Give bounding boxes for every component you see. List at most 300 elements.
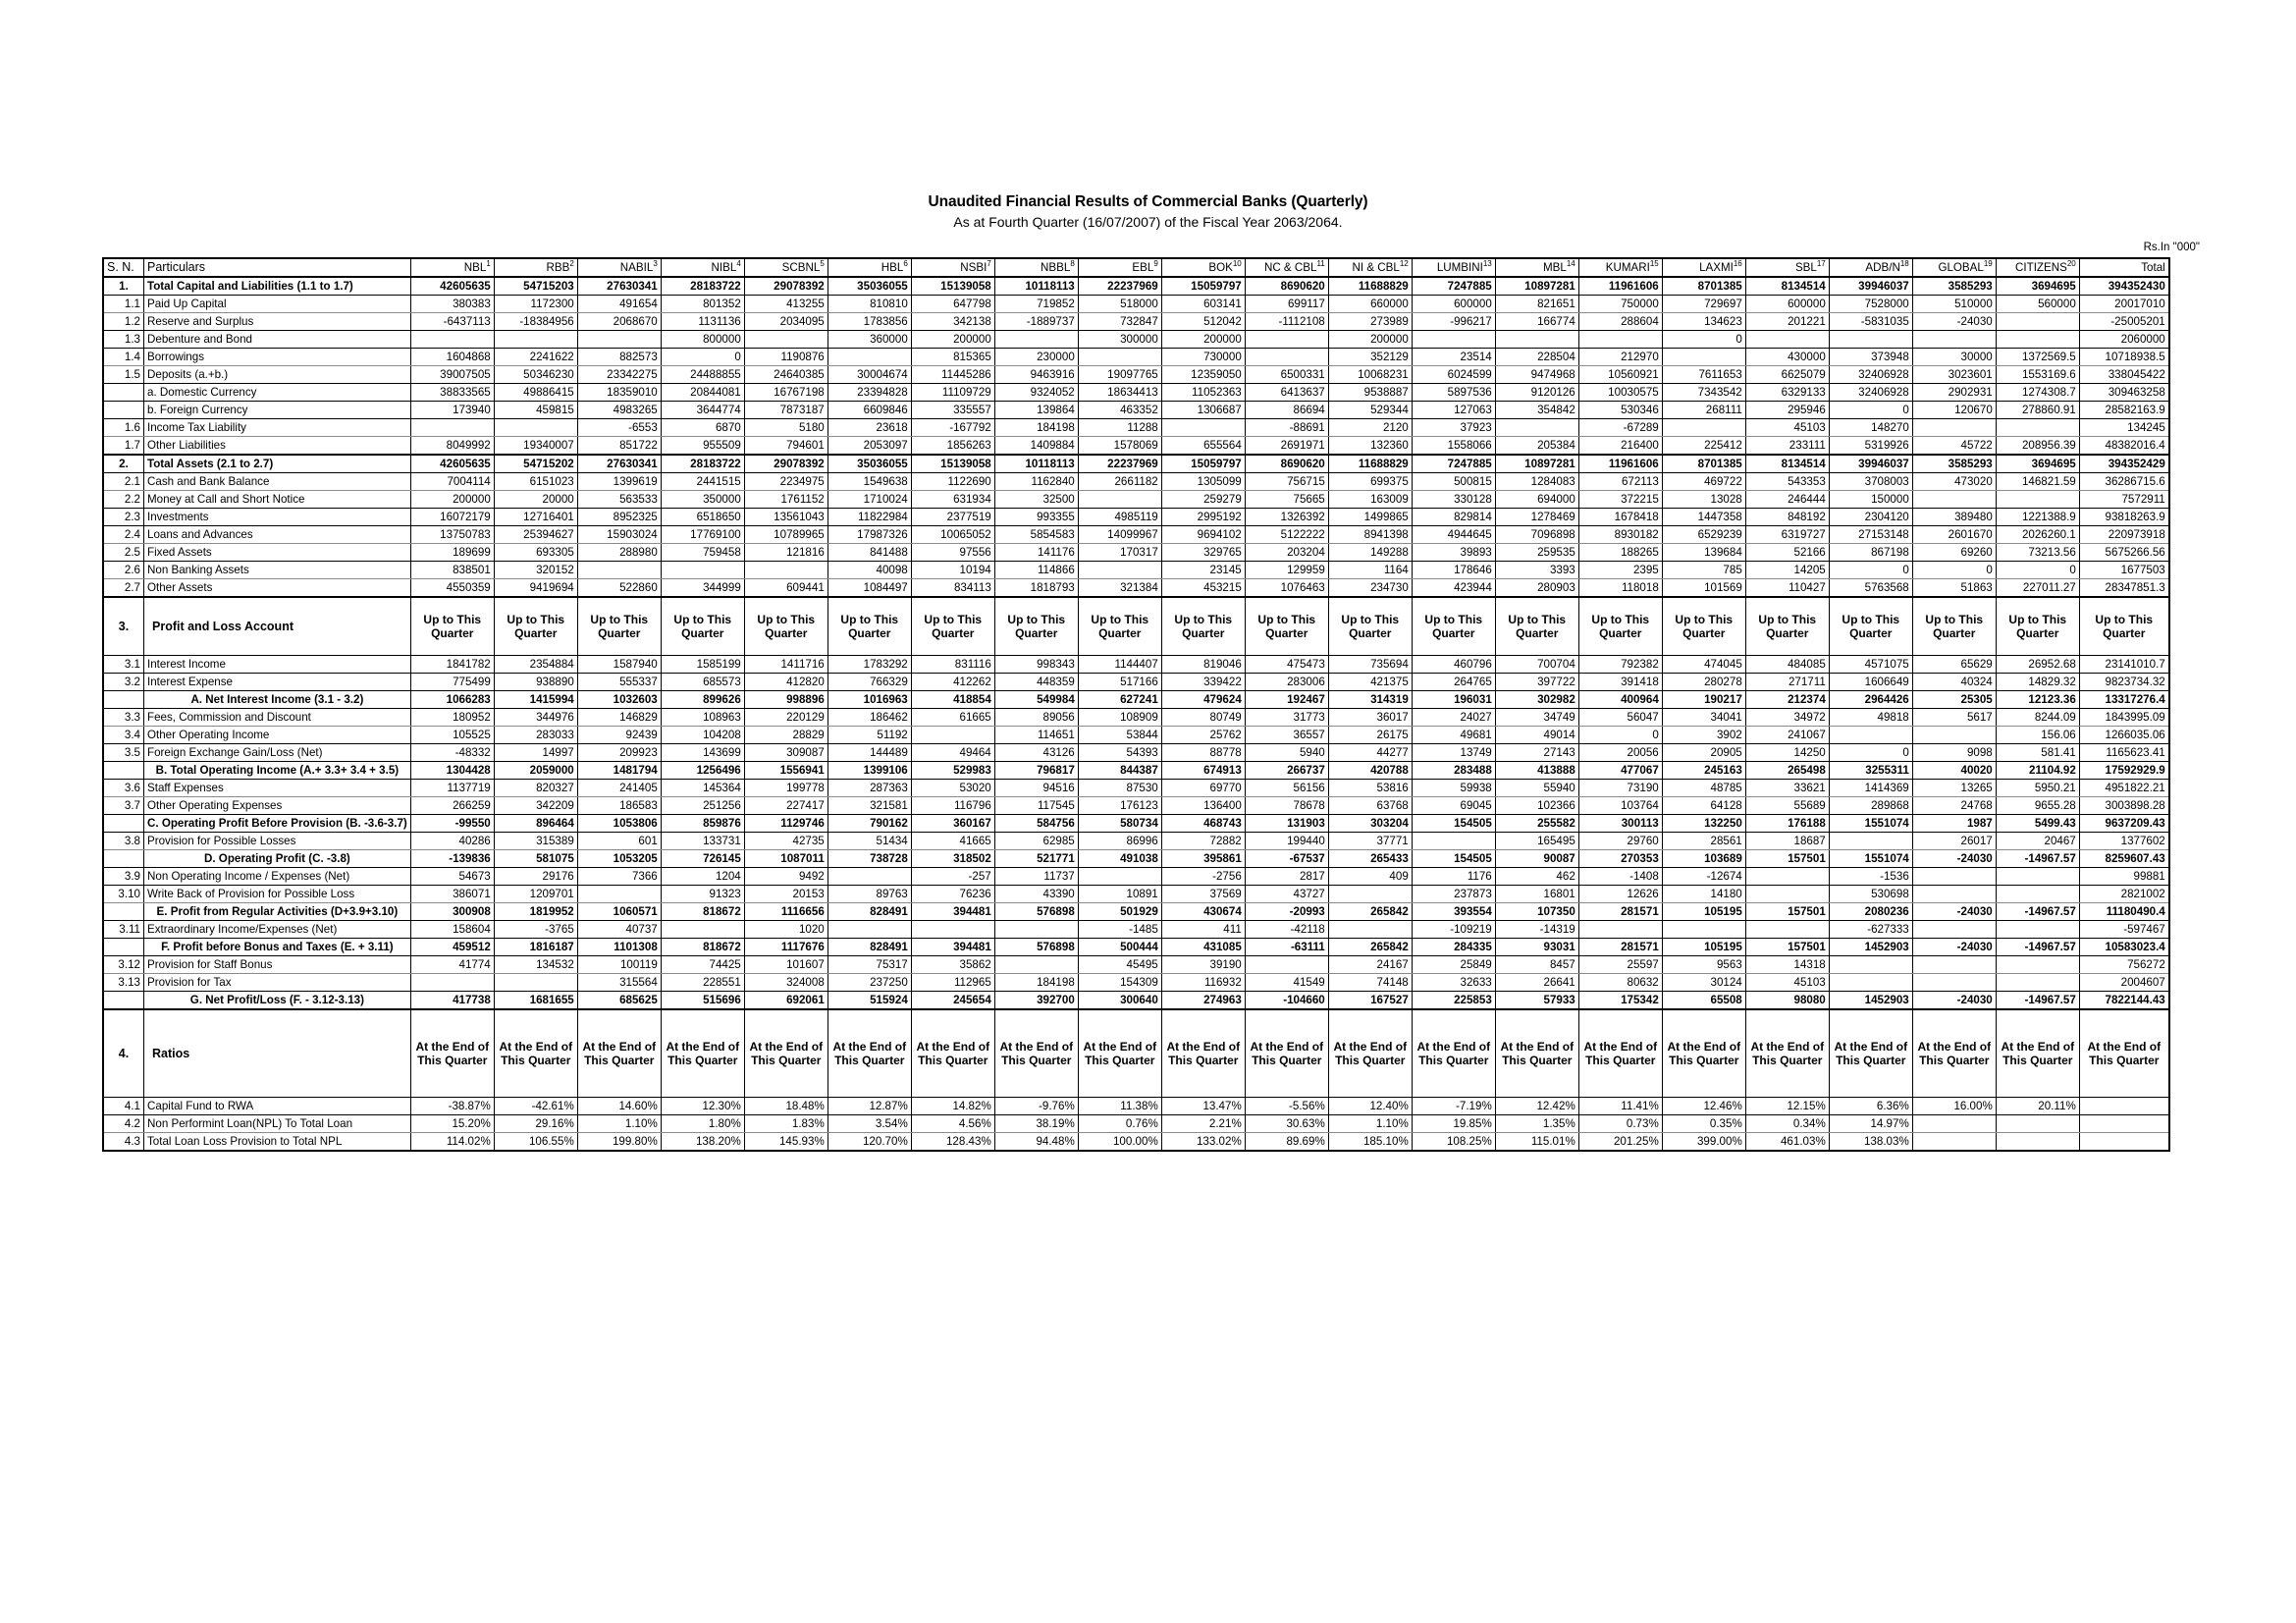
cell-value: 1678418 [1578,509,1662,526]
cell-value: 555337 [577,674,661,691]
bank-name: BOK [1208,261,1233,274]
cell-value: -627333 [1829,921,1912,939]
cell-value: -14967.57 [1996,992,2079,1010]
cell-value: 134532 [494,956,577,974]
cell-value: 23342275 [577,366,661,384]
cell-value: 8701385 [1662,455,1745,473]
cell-value: 14.97% [1829,1115,1912,1133]
cell-value: 227417 [744,797,828,815]
cell-value: 42605635 [410,455,494,473]
cell-value: 391418 [1578,674,1662,691]
cell-value: 543353 [1745,473,1829,491]
cell-value: 6870 [661,419,744,437]
cell-value: 896464 [494,815,577,833]
section-period-label: Up to This Quarter [1912,597,1996,656]
cell-value: -67289 [1578,419,1662,437]
cell-value: 473020 [1912,473,1996,491]
bank-name: LUMBINI [1436,261,1483,274]
cell-value [1745,886,1829,903]
cell-value: 9823734.32 [2079,674,2169,691]
header-bank-lumbini [1412,258,1495,277]
cell-value: 303204 [1328,815,1412,833]
section-label: Profit and Loss Account [144,597,411,656]
cell-value: 8457 [1495,956,1578,974]
cell-value: 1761152 [744,491,828,509]
table-row [103,509,2169,526]
cell-value: 6413637 [1245,384,1328,402]
cell-value: 373948 [1829,349,1912,366]
cell-value: 199440 [1245,833,1328,850]
cell-value: 25394627 [494,526,577,544]
cell-value: 320152 [494,562,577,579]
cell-value: 32500 [994,491,1078,509]
cell-value: 19.85% [1412,1115,1495,1133]
cell-value: 1856263 [911,437,994,456]
cell-value: 1409884 [994,437,1078,456]
cell-value: 288604 [1578,313,1662,331]
cell-value: -67537 [1245,850,1328,868]
bank-footnote-marker: 19 [1983,259,1993,269]
cell-value: 15139058 [911,277,994,296]
cell-value: 39893 [1412,544,1495,562]
cell-value: 1066283 [410,691,494,709]
cell-value: 265433 [1328,850,1412,868]
cell-value: 201.25% [1578,1133,1662,1152]
cell-value: 120.70% [828,1133,911,1152]
cell-value: 655564 [1161,437,1245,456]
cell-value: 1587940 [577,656,661,674]
cell-value [744,562,828,579]
cell-value: 828491 [828,903,911,921]
bank-footnote-marker: 2 [569,259,574,269]
cell-value: 6500331 [1245,366,1328,384]
section-period-label: At the End of This Quarter [1578,1009,1662,1098]
cell-value [1912,868,1996,886]
table-row [103,1133,2169,1152]
cell-value: 1.35% [1495,1115,1578,1133]
cell-value: 460796 [1412,656,1495,674]
cell-value: 397722 [1495,674,1578,691]
cell-value: 157501 [1745,939,1829,956]
row-label-non-performint-loan-npl-to-total-loan: Non Performint Loan(NPL) To Total Loan [144,1115,411,1133]
bank-footnote-marker: 5 [820,259,825,269]
row-sn: 4.2 [103,1115,144,1133]
cell-value [1161,419,1245,437]
cell-value: 1606649 [1829,674,1912,691]
row-sn [103,850,144,868]
bank-footnote-marker: 9 [1153,259,1158,269]
cell-value: 196031 [1412,691,1495,709]
row-label-g-net-profit-loss-f-3-12-3-13: G. Net Profit/Loss (F. - 3.12-3.13) [144,992,411,1010]
cell-value: 469722 [1662,473,1745,491]
cell-value: 756715 [1245,473,1328,491]
cell-value: 78678 [1245,797,1328,815]
cell-value: 20844081 [661,384,744,402]
cell-value: 7366 [577,868,661,886]
cell-value: 2034095 [744,313,828,331]
cell-value: 729697 [1662,296,1745,313]
cell-value: 10194 [911,562,994,579]
cell-value: 220973918 [2079,526,2169,544]
cell-value: 228551 [661,974,744,992]
cell-value: 7096898 [1495,526,1578,544]
cell-value: 1032603 [577,691,661,709]
cell-value: 192467 [1245,691,1328,709]
cell-value: 93031 [1495,939,1578,956]
cell-value: 25597 [1578,956,1662,974]
cell-value: 72882 [1161,833,1245,850]
row-label-total-assets-2-1-to-2-7: Total Assets (2.1 to 2.7) [144,455,411,473]
page-title: Unaudited Financial Results of Commercial Banks (Quarterly) [928,193,1368,210]
cell-value: 150000 [1829,491,1912,509]
cell-value: 16801 [1495,886,1578,903]
cell-value: 1129746 [744,815,828,833]
cell-value: 283006 [1245,674,1328,691]
table-row [103,974,2169,992]
cell-value: 246444 [1745,491,1829,509]
cell-value [1829,974,1912,992]
table-row [103,850,2169,868]
row-label-reserve-and-surplus: Reserve and Surplus [144,313,411,331]
cell-value: -6553 [577,419,661,437]
cell-value: 134623 [1662,313,1745,331]
bank-name: GLOBAL [1938,261,1984,274]
cell-value: 200000 [911,331,994,349]
cell-value: 90087 [1495,850,1578,868]
cell-value: -63111 [1245,939,1328,956]
cell-value [1912,331,1996,349]
cell-value: 792382 [1578,656,1662,674]
row-label-a-domestic-currency: a. Domestic Currency [144,384,411,402]
cell-value: 393554 [1412,903,1495,921]
cell-value: 315564 [577,974,661,992]
cell-value: 36557 [1245,727,1328,744]
cell-value [911,921,994,939]
cell-value: -14319 [1495,921,1578,939]
table-row [103,656,2169,674]
cell-value: 8690620 [1245,277,1328,296]
cell-value: -6437113 [410,313,494,331]
row-label-b-total-operating-income-a-3-3-3-4-3-5: B. Total Operating Income (A.+ 3.3+ 3.4 + 3.5) [144,762,411,780]
cell-value: 157501 [1745,903,1829,921]
cell-value: 12123.36 [1996,691,2079,709]
cell-value: 132360 [1328,437,1412,456]
cell-value: 584756 [994,815,1078,833]
cell-value: 17592929.9 [2079,762,2169,780]
cell-value: 39007505 [410,366,494,384]
cell-value: 237873 [1412,886,1495,903]
table-row [103,744,2169,762]
row-sn: 2.4 [103,526,144,544]
cell-value: 1137719 [410,780,494,797]
cell-value: -5.56% [1245,1098,1328,1115]
cell-value: 28183722 [661,277,744,296]
row-label-fixed-assets: Fixed Assets [144,544,411,562]
cell-value: 412820 [744,674,828,691]
cell-value: 1551074 [1829,850,1912,868]
cell-value: 11688829 [1328,277,1412,296]
cell-value [1996,491,2079,509]
cell-value [1495,331,1578,349]
row-label-debenture-and-bond: Debenture and Bond [144,331,411,349]
cell-value: 834113 [911,579,994,598]
cell-value: 7247885 [1412,455,1495,473]
cell-value: -104660 [1245,992,1328,1010]
financial-results-table [102,257,2170,1152]
section-period-label: Up to This Quarter [994,597,1078,656]
cell-value: 15903024 [577,526,661,544]
table-row [103,762,2169,780]
cell-value: 5675266.56 [2079,544,2169,562]
cell-value: 685573 [661,674,744,691]
cell-value [410,974,494,992]
cell-value: -1889737 [994,313,1078,331]
cell-value: 1060571 [577,903,661,921]
header-particulars: Particulars [144,258,411,277]
cell-value: 199778 [744,780,828,797]
row-sn: 1.4 [103,349,144,366]
cell-value: 40737 [577,921,661,939]
cell-value: 1256496 [661,762,744,780]
cell-value: 5897536 [1412,384,1495,402]
cell-value: 5940 [1245,744,1328,762]
cell-value: 462 [1495,868,1578,886]
cell-value: 998343 [994,656,1078,674]
cell-value: 40020 [1912,762,1996,780]
cell-value: 65508 [1662,992,1745,1010]
cell-value: 660000 [1328,296,1412,313]
section-period-label: At the End of This Quarter [1328,1009,1412,1098]
cell-value [1662,349,1745,366]
cell-value [1328,921,1412,939]
cell-value: 821651 [1495,296,1578,313]
cell-value: 15139058 [911,455,994,473]
bank-name: MBL [1543,261,1567,274]
cell-value: 1278469 [1495,509,1578,526]
cell-value: 7247885 [1412,277,1495,296]
bank-name: NABIL [619,261,654,274]
cell-value: 39190 [1161,956,1245,974]
cell-value: 463352 [1078,402,1161,419]
section-period-label: Up to This Quarter [744,597,828,656]
cell-value: 37771 [1328,833,1412,850]
cell-value: 14250 [1745,744,1829,762]
cell-value: 69260 [1912,544,1996,562]
bank-name: EBL [1132,261,1154,274]
cell-value: 178646 [1412,562,1495,579]
cell-value: 738728 [828,850,911,868]
row-label-provision-for-staff-bonus: Provision for Staff Bonus [144,956,411,974]
cell-value: 12.46% [1662,1098,1745,1115]
row-label-income-tax-liability: Income Tax Liability [144,419,411,437]
row-label-e-profit-from-regular-activities-d-3-9-3-10: E. Profit from Regular Activities (D+3.9+3.10) [144,903,411,921]
cell-value: 49886415 [494,384,577,402]
cell-value: 699117 [1245,296,1328,313]
cell-value: 10118113 [994,455,1078,473]
cell-value: -139836 [410,850,494,868]
cell-value: -25005201 [2079,313,2169,331]
cell-value: 386071 [410,886,494,903]
cell-value: 14.82% [911,1098,994,1115]
cell-value: 1306687 [1161,402,1245,419]
bank-footnote-marker: 3 [653,259,658,269]
row-label-capital-fund-to-rwa: Capital Fund to RWA [144,1098,411,1115]
cell-value: 131903 [1245,815,1328,833]
cell-value: 1221388.9 [1996,509,2079,526]
section-period-label: Up to This Quarter [1245,597,1328,656]
cell-value: 289868 [1829,797,1912,815]
cell-value: 28561 [1662,833,1745,850]
cell-value: 501929 [1078,903,1161,921]
cell-value: 241405 [577,780,661,797]
cell-value: 26952.68 [1996,656,2079,674]
cell-value: 420788 [1328,762,1412,780]
cell-value [661,921,744,939]
cell-value: 759458 [661,544,744,562]
header-bank-nabil [577,258,661,277]
bank-name: HBL [881,261,904,274]
cell-value: 200000 [410,491,494,509]
cell-value: 9120126 [1495,384,1578,402]
section-period-label: At the End of This Quarter [994,1009,1078,1098]
cell-value: 13028 [1662,491,1745,509]
cell-value: 45103 [1745,419,1829,437]
cell-value: 115.01% [1495,1133,1578,1152]
cell-value: 8941398 [1328,526,1412,544]
cell-value: -88691 [1245,419,1328,437]
cell-value: 1783292 [828,656,911,674]
units-label: Rs.In "000" [2143,242,2200,253]
bank-footnote-marker: 4 [736,259,741,269]
cell-value: 1452903 [1829,992,1912,1010]
cell-value: 475473 [1245,656,1328,674]
cell-value: 186462 [828,709,911,727]
cell-value: 12.30% [661,1098,744,1115]
cell-value: 200000 [1328,331,1412,349]
cell-value: -257 [911,868,994,886]
cell-value: 1084497 [828,579,911,598]
cell-value: 8701385 [1662,277,1745,296]
cell-value: 170317 [1078,544,1161,562]
header-bank-sbl [1745,258,1829,277]
row-label-other-assets: Other Assets [144,579,411,598]
cell-value: 266737 [1245,762,1328,780]
table-row [103,473,2169,491]
cell-value: 6.36% [1829,1098,1912,1115]
cell-value: 61665 [911,709,994,727]
table-row [103,797,2169,815]
row-sn [103,402,144,419]
cell-value: 1165623.41 [2079,744,2169,762]
cell-value: 21104.92 [1996,762,2079,780]
cell-value: 284335 [1412,939,1495,956]
cell-value: 14997 [494,744,577,762]
cell-value [1829,727,1912,744]
row-label-fees-commission-and-discount: Fees, Commission and Discount [144,709,411,727]
cell-value: 1162840 [994,473,1078,491]
cell-value [1829,331,1912,349]
table-row [103,491,2169,509]
cell-value [1078,349,1161,366]
cell-value: 4.56% [911,1115,994,1133]
cell-value: 1209701 [494,886,577,903]
cell-value: 26017 [1912,833,1996,850]
cell-value: 29078392 [744,455,828,473]
cell-value: 2241622 [494,349,577,366]
cell-value: 1.10% [577,1115,661,1133]
cell-value: 512042 [1161,313,1245,331]
cell-value: 288980 [577,544,661,562]
cell-value: 335557 [911,402,994,419]
cell-value: 5180 [744,419,828,437]
cell-value: 264765 [1412,674,1495,691]
cell-value: -24030 [1912,903,1996,921]
cell-value: 1710024 [828,491,911,509]
cell-value: 1076463 [1245,579,1328,598]
cell-value: 431085 [1161,939,1245,956]
cell-value: 121816 [744,544,828,562]
cell-value: 0.73% [1578,1115,1662,1133]
table-row [103,709,2169,727]
cell-value: 35036055 [828,277,911,296]
cell-value: 1326392 [1245,509,1328,526]
cell-value: 9463916 [994,366,1078,384]
section-period-label: At the End of This Quarter [828,1009,911,1098]
cell-value: -12674 [1662,868,1745,886]
cell-value: 89763 [828,886,911,903]
cell-value: 394481 [911,939,994,956]
cell-value: 394481 [911,903,994,921]
cell-value [1745,331,1829,349]
cell-value [1996,1115,2079,1133]
cell-value: 859876 [661,815,744,833]
row-sn: 3.13 [103,974,144,992]
row-label-provision-for-tax: Provision for Tax [144,974,411,992]
cell-value [2079,1133,2169,1152]
cell-value: 831116 [911,656,994,674]
cell-value: 138.20% [661,1133,744,1152]
section-header-profit-loss [103,597,2169,656]
cell-value: 265498 [1745,762,1829,780]
cell-value: 30124 [1662,974,1745,992]
cell-value: 24027 [1412,709,1495,727]
section-period-label: At the End of This Quarter [1996,1009,2079,1098]
cell-value: 143699 [661,744,744,762]
cell-value: 309463258 [2079,384,2169,402]
cell-value: 40286 [410,833,494,850]
cell-value: 1447358 [1662,509,1745,526]
cell-value: 1053205 [577,850,661,868]
table-body [103,277,2169,1151]
cell-value: 1172300 [494,296,577,313]
cell-value: 227011.27 [1996,579,2079,598]
header-bank-hbl [828,258,911,277]
cell-value: 63768 [1328,797,1412,815]
cell-value: 220129 [744,709,828,727]
cell-value: 0.35% [1662,1115,1745,1133]
section-label: Ratios [144,1009,411,1098]
cell-value: 2354884 [494,656,577,674]
cell-value: 672113 [1578,473,1662,491]
cell-value: 11288 [1078,419,1161,437]
cell-value: 33621 [1745,780,1829,797]
cell-value: 100119 [577,956,661,974]
cell-value: 0 [1829,402,1912,419]
cell-value: 2234975 [744,473,828,491]
cell-value: 14318 [1745,956,1829,974]
header-bank-laxmi [1662,258,1745,277]
cell-value: 8259607.43 [2079,850,2169,868]
